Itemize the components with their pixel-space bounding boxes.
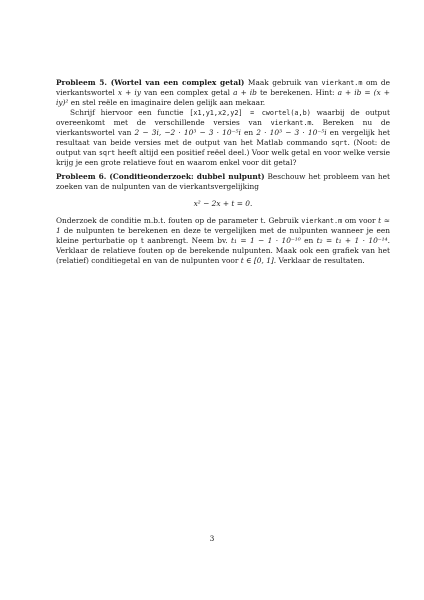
quadratic-equation: x² − 2x + t = 0. <box>193 199 253 208</box>
math: a + ib <box>233 88 257 97</box>
text: Beschouw het probleem van het zoeken van de nulpunten van de vierkantsvergelijking <box>56 172 390 191</box>
text: en <box>300 236 317 245</box>
problem6-intro <box>56 172 390 192</box>
text: Maak gebruik van <box>244 78 322 87</box>
code: vierkant.m <box>301 217 343 225</box>
text: te berekenen. Hint: <box>256 88 338 97</box>
math: a + ib = (x + iy)² <box>56 88 390 107</box>
text: . Verklaar de resultaten. <box>273 256 365 265</box>
text: om voor <box>342 216 379 225</box>
math: 2 − 3i, −2 · 10³ − 3 · 10⁻⁵i <box>134 128 241 137</box>
math: 2 · 10³ − 3 · 10⁻⁵i <box>256 128 327 137</box>
code: [x1,y1,x2,y2] = cwortel(a,b) <box>189 109 311 117</box>
math: t ∈ [0, 1] <box>240 256 274 265</box>
code: vierkant.m <box>270 119 312 127</box>
text: Onderzoek de conditie m.b.t. fouten op de parameter t. Gebruik <box>56 216 302 225</box>
text: en <box>240 128 257 137</box>
text: Schrijf hiervoor een functie <box>70 108 190 117</box>
code: sqrt <box>331 139 348 147</box>
text: de nulpunten te berekenen en deze te vergelijken met de nulpunten wanneer je een kleine perturbatie op t aanbrengt. Neem bv. <box>56 226 390 245</box>
page-number: 3 <box>209 534 215 543</box>
text: en stel reële en imaginaire delen gelijk aan mekaar. <box>68 98 266 107</box>
text: heeft altijd een positief reëel deel.) Voor welk getal en voor welke versie krijg je een grote relatieve fout en waarom enkel voor dit getal? <box>56 148 390 167</box>
text: . Verklaar de relatieve fouten op de berekende nulpunten. Maak ook een grafiek van het (relatief) conditiegetal en van de nulpunten voor <box>56 236 390 265</box>
math: t ≈ 1 <box>56 216 390 235</box>
problem5-body <box>56 108 390 168</box>
problem5-heading: Probleem 5. (Wortel van een complex getal) <box>56 78 245 87</box>
text: en vergelijk het resultaat van beide versies met de output van het Matlab commando <box>56 128 390 147</box>
text: van een complex getal <box>140 88 234 97</box>
code: sqrt <box>98 149 116 157</box>
page-body <box>56 78 390 266</box>
problem6-body <box>56 216 390 266</box>
text: waarbij de output overeenkomt met de verschillende versies van <box>56 108 391 127</box>
text: . (Noot: de output van <box>56 138 390 157</box>
math: t₂ = t₁ + 1 · 10⁻¹⁴ <box>316 236 388 245</box>
math: x + iy <box>117 88 141 97</box>
problem5-intro <box>56 78 390 108</box>
problem6-heading: Probleem 6. (Conditieonderzoek: dubbel nulpunt) <box>56 172 265 181</box>
code: vierkant.m <box>321 79 363 87</box>
math: t₁ = 1 − 1 · 10⁻¹⁰ <box>231 236 301 245</box>
text: om de vierkantswortel <box>56 78 390 97</box>
text: . Bereken nu de vierkantswortel van <box>56 118 390 137</box>
